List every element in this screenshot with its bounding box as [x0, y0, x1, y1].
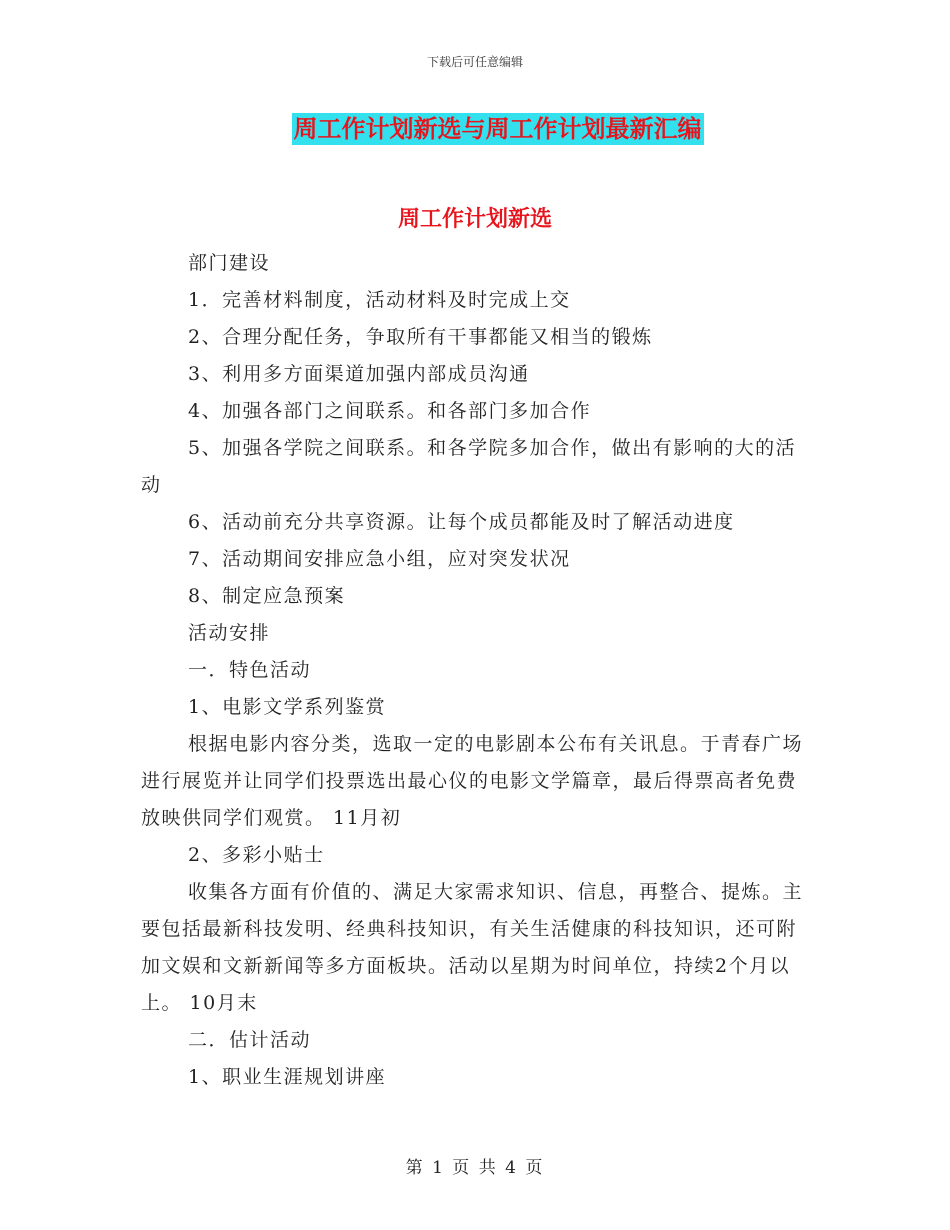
- paragraph: 1、电影文学系列鉴赏: [188, 696, 387, 718]
- paragraph: 收集各方面有价值的、满足大家需求知识、信息，再整合、提炼。主要包括最新科技发明、经典科技知识，有关生活健康的科技知识，还可附加文娱和文新新闻等多方面板块。活动以星期为时间单位，持续2个月以上。 10月末: [141, 881, 804, 1014]
- paragraph: 一．特色活动: [188, 659, 312, 681]
- paragraph: 二．估计活动: [188, 1029, 312, 1051]
- paragraph: 1．完善材料制度，活动材料及时完成上交: [188, 289, 571, 311]
- paragraph: 4、加强各部门之间联系。和各部门多加合作: [188, 400, 592, 422]
- paragraph: 7、活动期间安排应急小组，应对突发状况: [188, 548, 571, 570]
- section-title: 周工作计划新选: [397, 207, 552, 232]
- paragraph: 部门建设: [188, 252, 271, 274]
- document-title-wrapper: [0, 113, 950, 145]
- page-footer: 第 1 页 共 4 页: [405, 1158, 545, 1178]
- paragraph: 8、制定应急预案: [188, 585, 346, 607]
- paragraph: 根据电影内容分类，选取一定的电影剧本公布有关讯息。于青春广场进行展览并让同学们投票选出最心仪的电影文学篇章，最后得票高者免费放映供同学们观赏。 11月初: [141, 733, 804, 829]
- paragraph: 1、职业生涯规划讲座: [188, 1066, 387, 1088]
- header-note: 下载后可任意编辑: [426, 55, 523, 69]
- paragraph: 2、多彩小贴士: [188, 844, 325, 866]
- document-body: [141, 245, 813, 1096]
- paragraph: 6、活动前充分共享资源。让每个成员都能及时了解活动进度: [188, 511, 735, 533]
- document-title: 周工作计划新选与周工作计划最新汇编: [293, 115, 702, 143]
- paragraph: 2、合理分配任务，争取所有干事都能又相当的锻炼: [188, 326, 653, 348]
- paragraph: 3、利用多方面渠道加强内部成员沟通: [188, 363, 530, 385]
- paragraph: 5、加强各学院之间联系。和各学院多加合作，做出有影响的大的活动: [141, 437, 797, 496]
- paragraph: 活动安排: [188, 622, 271, 644]
